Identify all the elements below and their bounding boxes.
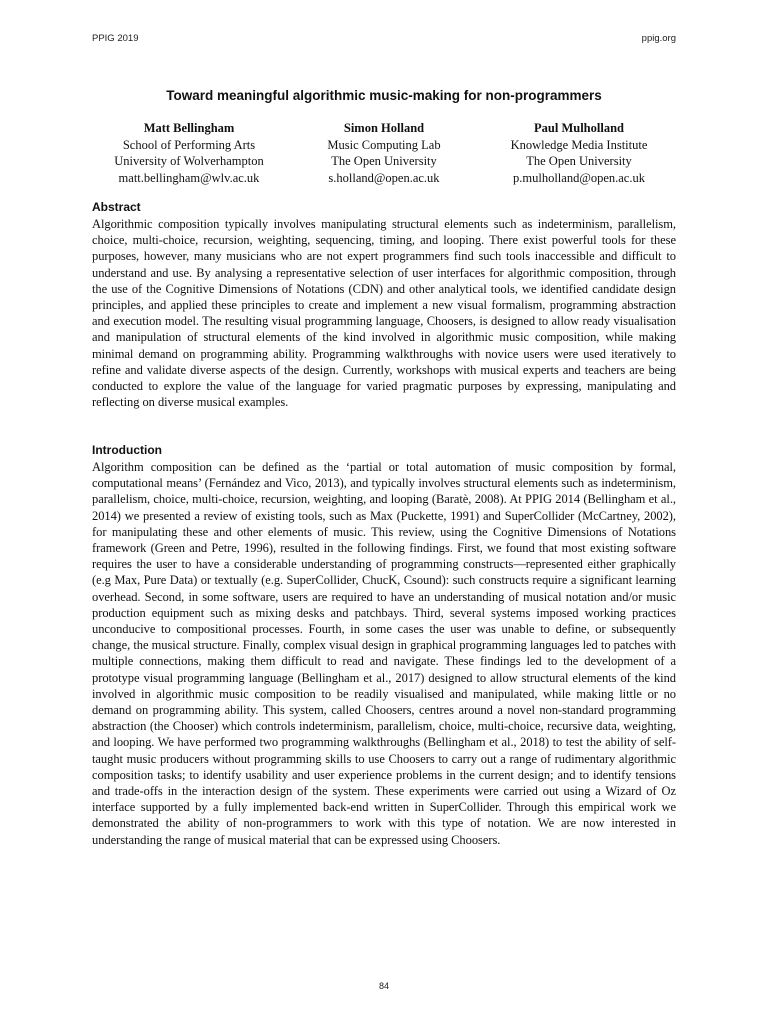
author-affiliation: Knowledge Media Institute bbox=[510, 137, 648, 152]
paper-title: Toward meaningful algorithmic music-making for non-programmers bbox=[166, 88, 602, 103]
author-institution: The Open University bbox=[331, 154, 437, 168]
running-header-right: ppig.org bbox=[641, 33, 676, 44]
author-2 bbox=[287, 120, 481, 186]
abstract-heading: Abstract bbox=[92, 200, 141, 214]
author-3 bbox=[482, 120, 676, 186]
author-affiliation: Music Computing Lab bbox=[327, 137, 441, 152]
author-name: Simon Holland bbox=[343, 121, 425, 135]
author-email: p.mulholland@open.ac.uk bbox=[513, 170, 645, 185]
author-institution: University of Wolverhampton bbox=[114, 154, 264, 168]
author-block bbox=[92, 120, 676, 186]
abstract-section bbox=[92, 200, 676, 410]
introduction-heading: Introduction bbox=[92, 443, 162, 457]
abstract-text: Algorithmic composition typically involves manipulating structural elements such as indeterminism, parallelism, choice, multi-choice, recursion, weighting, sequencing, timing, and looping. There exist powerful tools for these purposes, however, many musicians who are not expert programmers find such tools inaccessible and difficult to understand and use. By analysing a representative selection of user interfaces for algorithmic composition, through the use of the Cognitive Dimensions of Notations (CDN) and other analytical tools, we identified candidate design principles, and applied these principles to create and implement a new visual formalism, programming abstraction and execution model. The resulting visual programming language, Choosers, is designed to allow ready visualisation and manipulation of structural elements of the kind involved in algorithmic music composition, while making minimal demand on programming ability. Programming walkthroughs with novice users were used iteratively to refine and validate diverse aspects of the design. Currently, workshops with musical experts and teachers are being conducted to explore the value of the language for varied pragmatic purposes by expressing, manipulating and reflecting on diverse musical examples. bbox=[92, 217, 676, 410]
introduction-section bbox=[92, 443, 676, 848]
author-name: Matt Bellingham bbox=[143, 121, 235, 135]
running-header-left: PPIG 2019 bbox=[92, 33, 139, 44]
introduction-text: Algorithm composition can be defined as the ‘partial or total automation of music composition by formal, computational means’ (Fernández and Vico, 2013), and typically involves structural elements such as indeterminism, parallelism, choice, multi-choice, recursion, weighting, and looping (Baratè, 2008). At PPIG 2014 (Bellingham et al., 2014) we presented a review of existing tools, such as Max (Puckette, 1991) and SuperCollider (McCartney, 2002), for manipulating these and other elements of music. This review, using the Cognitive Dimensions of Notations framework (Green and Petre, 1996), resulted in the following findings. First, we found that most existing software requires the user to have a considerable understanding of programming constructs—represented either graphically (e.g Max, Pure Data) or textually (e.g. SuperCollider, ChucK, Csound): such constructs require a significant learning overhead. Second, in some software, users are required to have an understanding of musical notation and/or music production equipment such as mixing desks and patchbays. Third, several systems imposed working practices unconducive to compositional processes. Fourth, in some cases the user was unable to define, or subsequently change, the musical structure. Finally, complex visual design in graphical programming languages led to patches with multiple connections, making them difficult to read and navigate. These findings led to the development of a prototype visual programming language (Bellingham et al., 2017) designed to allow structural elements of the kind involved in algorithmic music composition to be readily visualised and manipulated, while making little or no demand on programming ability. This system, called Choosers, centres around a novel non-standard programming abstraction (the Chooser) which controls indeterminism, parallelism, choice, multi-choice, recursive data, weighting, and looping. We have performed two programming walkthroughs (Bellingham et al., 2018) to test the ability of self-taught music producers without programming skills to use Choosers to carry out a range of rudimentary algorithmic composition tasks; to identify usability and user experience problems in the current design; and to identify tensions and trade-offs in the interaction design of the system. These experiments were carried out using a Wizard of Oz interface supported by a fully implemented back-end written in SuperCollider. Through this empirical work we demonstrated the ability of non-programmers to work with this type of notation. We are now interested in understanding the range of musical material that can be expressed using Choosers. bbox=[92, 460, 676, 847]
author-institution: The Open University bbox=[526, 154, 632, 168]
author-affiliation: School of Performing Arts bbox=[122, 137, 256, 152]
author-name: Paul Mulholland bbox=[534, 121, 624, 135]
author-email: matt.bellingham@wlv.ac.uk bbox=[118, 170, 260, 185]
author-email: s.holland@open.ac.uk bbox=[328, 170, 440, 185]
page-number: 84 bbox=[378, 981, 389, 991]
author-1 bbox=[92, 120, 286, 186]
